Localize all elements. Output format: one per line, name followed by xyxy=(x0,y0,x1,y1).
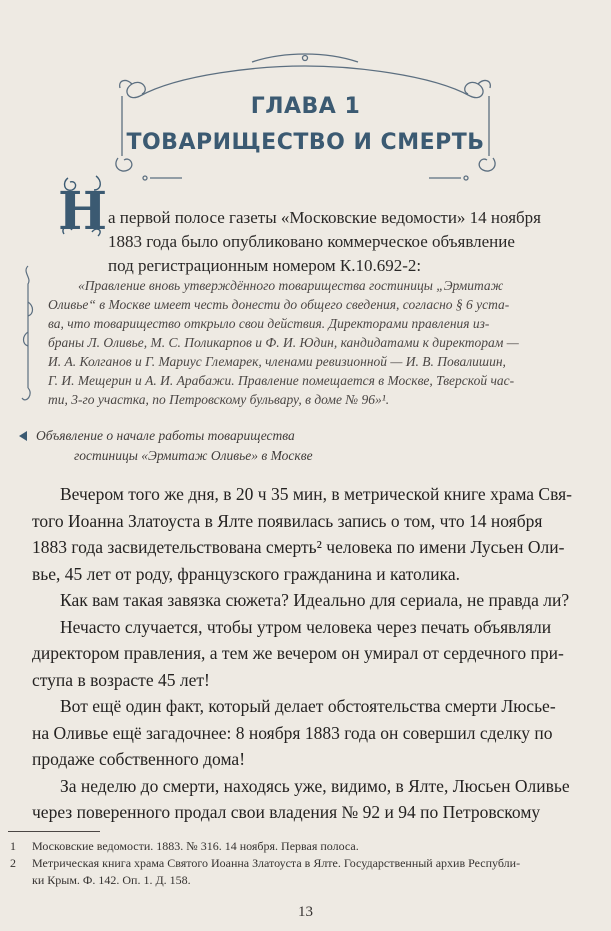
quote-line: Г. И. Мещерин и А. И. Арабажи. Правление помещается в Москве, Тверской час- xyxy=(48,373,515,388)
body-line: ступа в возрасте 45 лет! xyxy=(32,669,210,690)
body-line: Нечасто случается, чтобы утром человека через печать объявляли xyxy=(60,616,552,637)
lead-line: 1883 года было опубликовано коммерческое объявление xyxy=(108,232,515,251)
body-line: того Иоанна Златоуста в Ялте появилась запись о том, что 14 ноября xyxy=(32,510,543,531)
body-line: Вот ещё один факт, который делает обстоятельства смерти Люсье- xyxy=(60,696,556,716)
lead-line: под регистрационным номером К.10.692-2: xyxy=(108,256,422,275)
caption-line: Объявление о начале работы товарищества xyxy=(36,428,295,443)
footnote-text: Метрическая книга храма Святого Иоанна Златоуста в Ялте. Государственный архив Республи- xyxy=(32,855,521,870)
page-number: 13 xyxy=(298,903,313,920)
quote-line: Оливье“ в Москве имеет честь донести до общего сведения, согласно § 6 уста- xyxy=(48,297,510,312)
footnote-number: 1 xyxy=(10,838,16,853)
body-line: на Оливье ещё загадочнее: 8 ноября 1883 года он совершил сделку по xyxy=(32,722,553,743)
quote-line: И. А. Колганов и Г. Мариус Глемарек, членами ревизионной — И. В. Повалишин, xyxy=(48,354,506,369)
lead-line: а первой полосе газеты «Московские ведомости» 14 ноября xyxy=(108,208,541,227)
footnote-number: 2 xyxy=(10,855,16,870)
body-line: 1883 года засвидетельствована смерть² человека по имени Лусьен Оли- xyxy=(32,537,565,557)
quote-line: ва, что товарищество открыло свои действия. Директорами правления из- xyxy=(48,316,490,331)
caption-line: гостиницы «Эрмитаж Оливье» в Москве xyxy=(74,448,313,463)
footnote-text: Московские ведомости. 1883. № 316. 14 ноября. Первая полоса. xyxy=(32,838,359,853)
body-line: продаже собственного дома! xyxy=(32,749,246,769)
body-line: через поверенного продал свои владения № 92 и 94 по Петровскому xyxy=(32,802,541,822)
caption-pointer-icon xyxy=(18,430,28,442)
dropcap-letter: Н xyxy=(58,181,108,242)
quote-line: «Правление вновь утверждённого товарищества гостиницы „Эрмитаж xyxy=(78,278,504,293)
quote-vine-ornament xyxy=(18,262,38,412)
footnote-separator xyxy=(8,831,100,832)
body-line: вье, 45 лет от роду, французского гражданина и католика. xyxy=(32,563,460,584)
body-line: Вечером того же дня, в 20 ч 35 мин, в метрической книге храма Свя- xyxy=(60,484,573,504)
chapter-title: ТОВАРИЩЕСТВО И СМЕРТЬ xyxy=(126,130,485,155)
chapter-number: ГЛАВА 1 xyxy=(250,94,361,119)
body-line: За неделю до смерти, находясь уже, видимо, в Ялте, Люсьен Оливье xyxy=(60,775,570,796)
body-line: Как вам такая завязка сюжета? Идеально для сериала, не правда ли? xyxy=(60,590,570,610)
body-line: директором правления, а тем же вечером он умирал от сердечного при- xyxy=(32,643,564,663)
footnote-text: ки Крым. Ф. 142. Оп. 1. Д. 158. xyxy=(32,872,191,887)
quote-line: ти, 3-го участка, по Петровскому бульвару, в доме № 96»¹. xyxy=(48,392,390,407)
quote-line: браны Л. Оливье, М. С. Поликарпов и Ф. И. Юдин, кандидатами к директорам — xyxy=(48,335,519,350)
